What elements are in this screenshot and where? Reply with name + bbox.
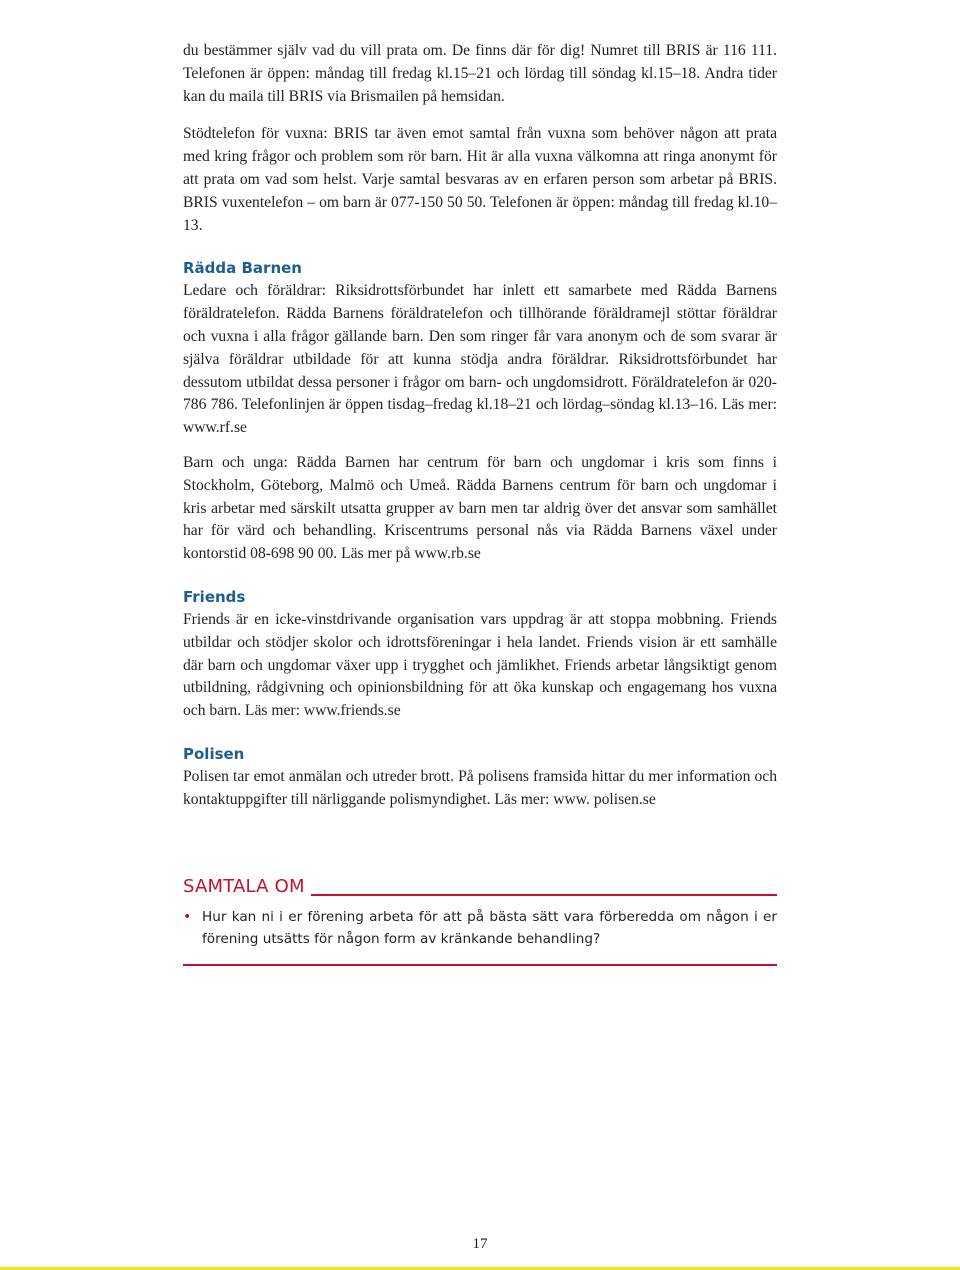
section-heading: Polisen (183, 744, 245, 763)
section-heading: Friends (183, 587, 246, 606)
section-radda-barnen (183, 257, 777, 566)
samtala-top-rule (311, 894, 777, 896)
samtala-title: SAMTALA OM (183, 876, 305, 897)
section-paragraph: Friends är en icke-vinstdrivande organisation vars uppdrag är att stoppa mobbning. Friends utbildar och stödjer skolor och idrottsföreningar i hela landet. Friends vision är ett samhälle där barn och ungdomar växer upp i trygghet och jämlikhet. Friends arbetar långsiktigt genom utbildning, rådgivning och opinionsbildning för att öka kunskap och engagemang hos vuxna och barn. Läs mer: www.friends.se (183, 610, 777, 720)
bullet-icon: • (183, 909, 192, 925)
samtala-om-box (183, 876, 777, 966)
section-friends (183, 586, 777, 723)
section-heading: Rädda Barnen (183, 259, 302, 278)
samtala-bullet-text: Hur kan ni i er förening arbeta för att på bästa sätt vara förberedda om någon i er förening utsätts för någon form av kränkande behandling? (202, 909, 777, 947)
section-paragraph: Barn och unga: Rädda Barnen har centrum för barn och ungdomar i kris som finns i Stockholm, Göteborg, Malmö och Umeå. Rädda Barnens centrum för barn och ungdomar i kris arbetar med särskilt utsatta grupper av barn men tar aldrig över det ansvar som samhället har för värd och behandling. Kriscentrums personal nås via Rädda Barnens växel under kontorstid 08-698 90 00. Läs mer på www.rb.se (183, 453, 777, 563)
page-body (183, 40, 777, 812)
samtala-bottom-rule (183, 964, 777, 966)
samtala-header (183, 876, 777, 898)
samtala-bullet-item (183, 907, 777, 950)
section-paragraph: Ledare och föräldrar: Riksidrottsförbundet har inlett ett samarbete med Rädda Barnens föräldratelefon. Rädda Barnens föräldratelefon och tillhörande föräldramejl stöttar föräldrar och vuxna i alla frågor gällande barn. Den som ringer får vara anonym och de som svarar är själva föräldrar utbildade för att kunna stödja andra föräldrar. Riksidrottsförbundet har dessutom utbildat dessa personer i frågor om barn- och ungdomsidrott. Föräldratelefon är 020-786 786. Telefonlinjen är öppen tisdag–fredag kl.18–21 och lördag–söndag kl.13–16. Läs mer: www.rf.se (183, 282, 777, 437)
section-polisen (183, 743, 777, 812)
page-number: 17 (472, 1236, 488, 1252)
bris-intro-paragraph: du bestämmer själv vad du vill prata om. De finns där för dig! Numret till BRIS är 116 111. Telefonen är öppen: måndag till fredag kl.15–21 och lördag till söndag kl.15–18. Andra tider kan du maila till BRIS via Brismailen på hemsidan. (183, 42, 777, 105)
bris-adults-paragraph: Stödtelefon för vuxna: BRIS tar även emot samtal från vuxna som behöver någon att prata med kring frågor och problem som rör barn. Hit är alla vuxna välkomna att ringa anonymt för att prata om vad som helst. Varje samtal besvaras av en erfaren person som arbetar på BRIS. BRIS vuxentelefon – om barn är 077-150 50 50. Telefonen är öppen: måndag till fredag kl.10–13. (183, 125, 777, 234)
section-paragraph: Polisen tar emot anmälan och utreder brott. På polisens framsida hittar du mer information och kontaktuppgifter till närliggande polismyndighet. Läs mer: www. polisen.se (183, 767, 777, 808)
